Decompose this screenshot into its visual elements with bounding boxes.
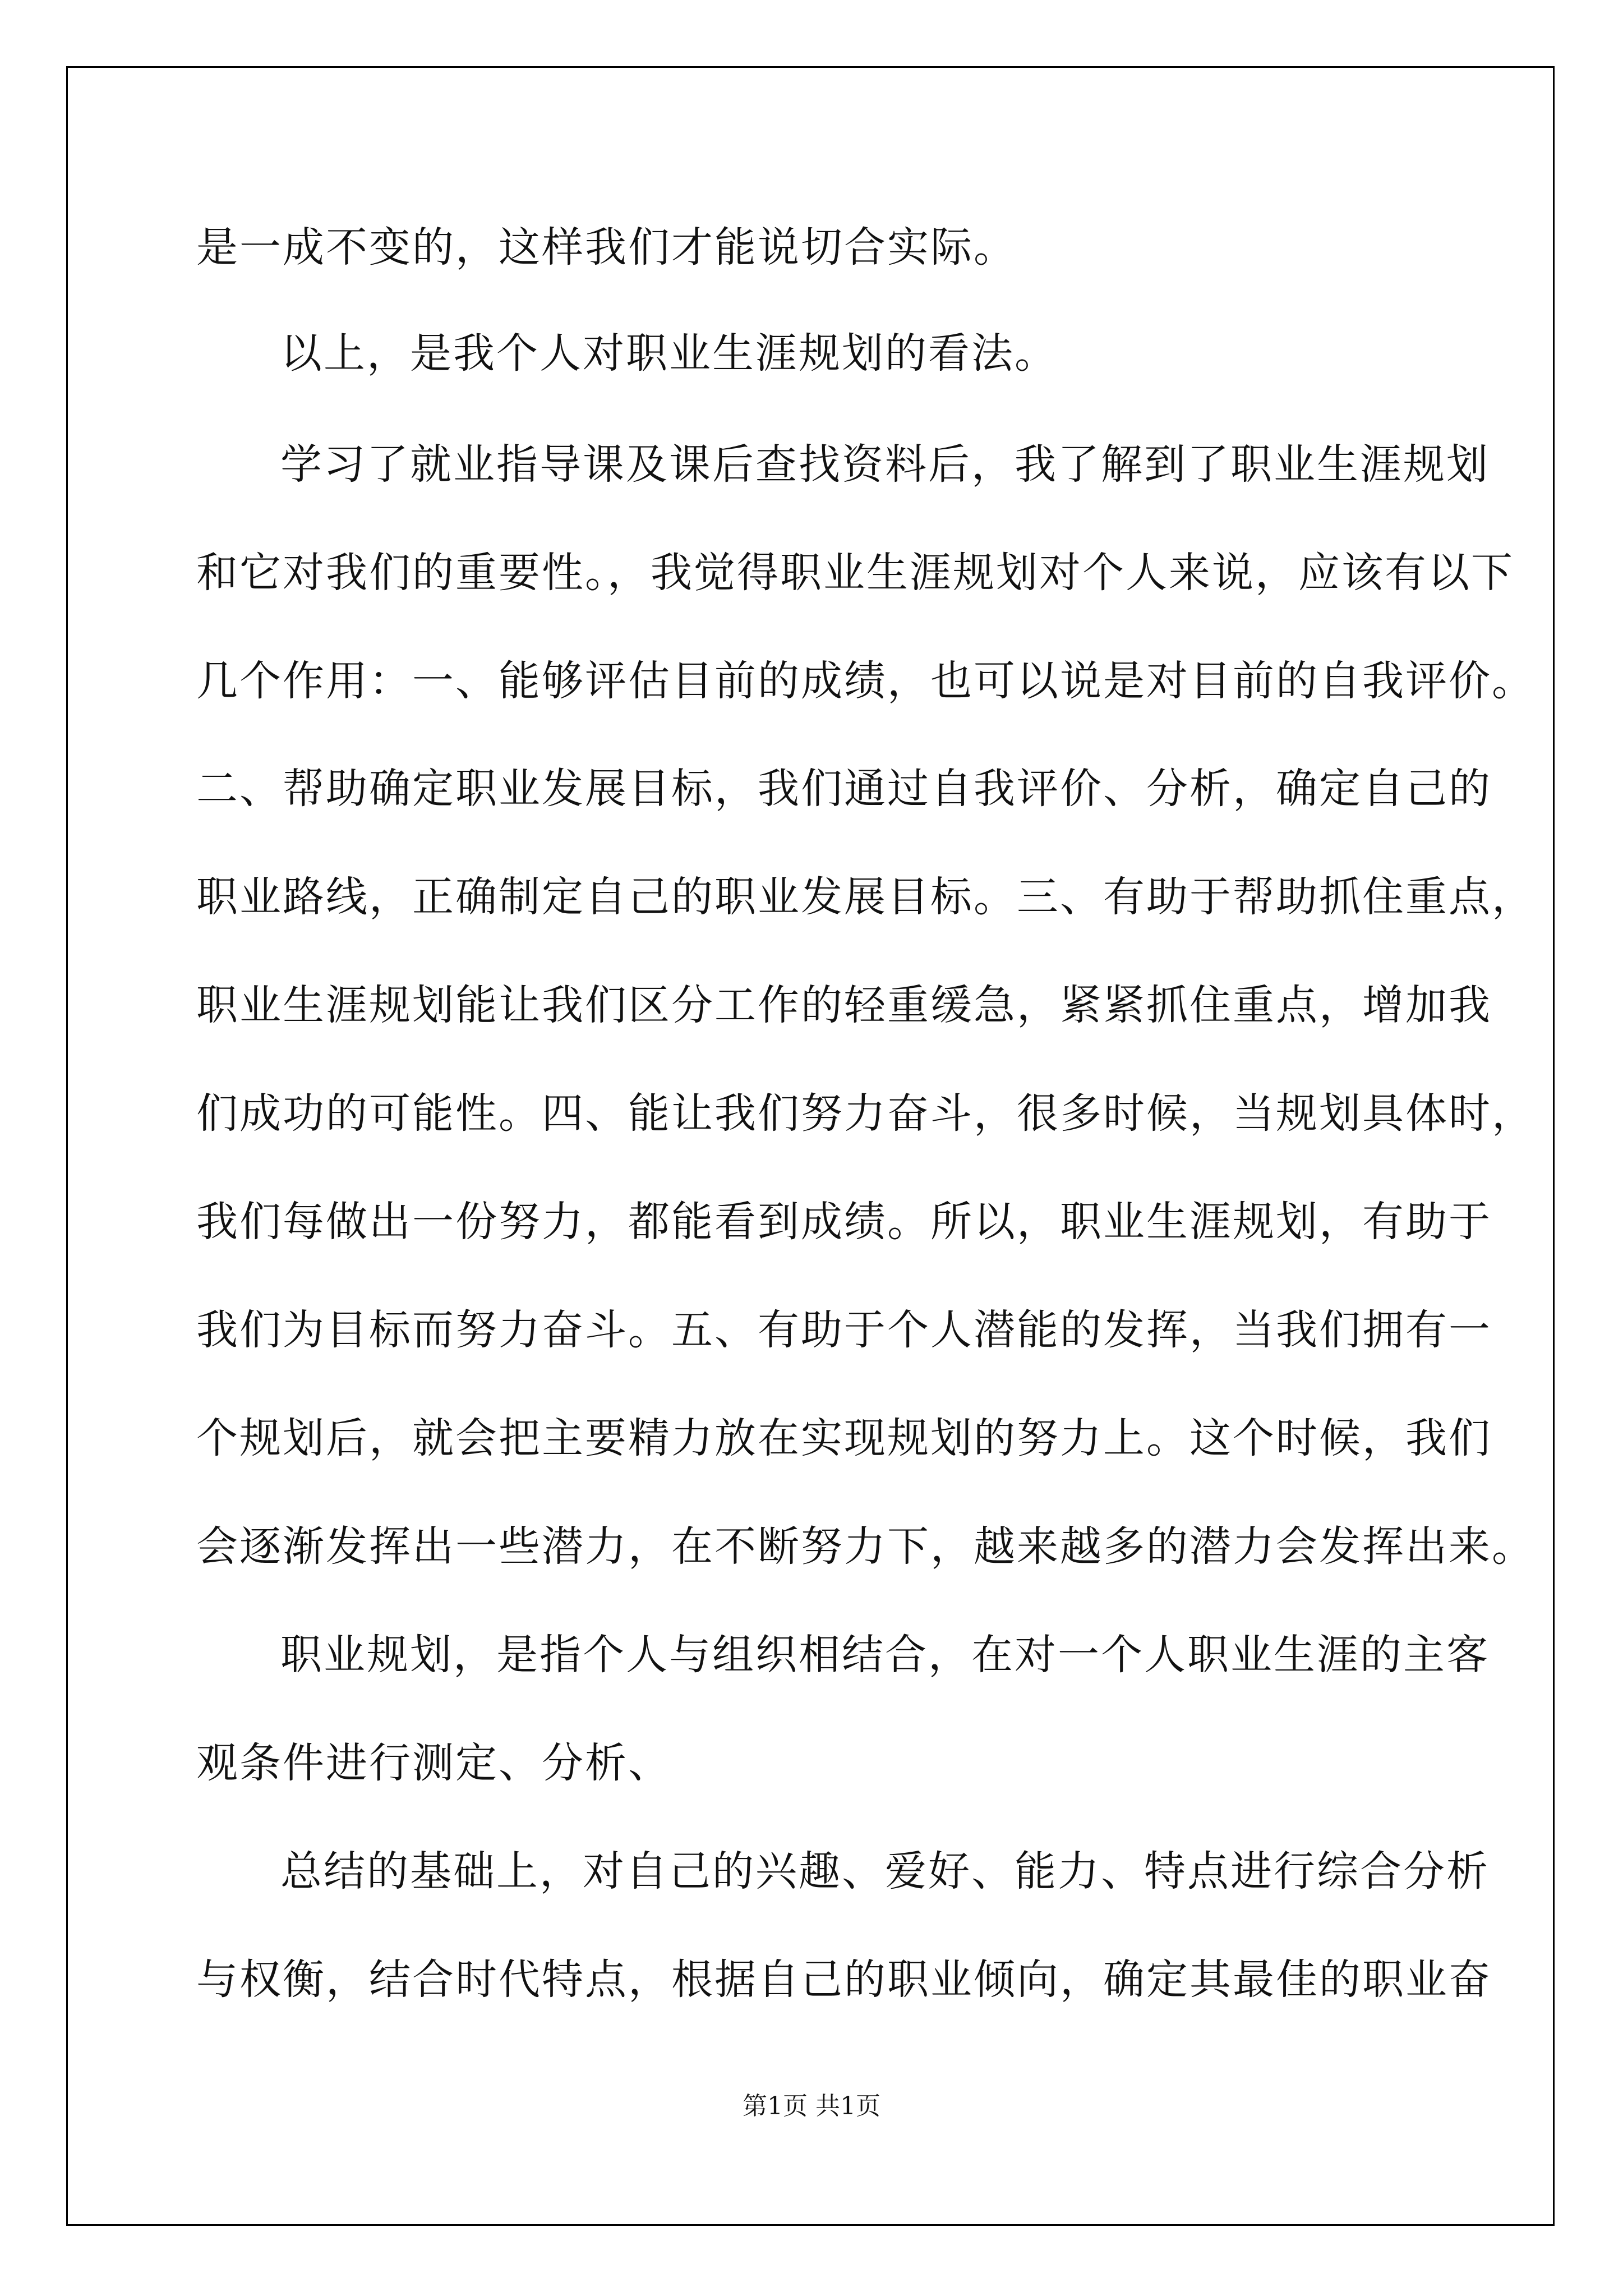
text-line-5: 几个作用：一、能够评估目前的成绩，也可以说是对目前的自我评价。 <box>196 657 1535 705</box>
text-line-10: 我们每做出一份努力，都能看到成绩。所以，职业生涯规划，有助于 <box>196 1198 1492 1246</box>
text-line-7: 职业路线，正确制定自己的职业发展目标。三、有助于帮助抓住重点， <box>196 873 1535 921</box>
text-line-1: 是一成不变的，这样我们才能说切合实际。 <box>196 223 1017 272</box>
page-border <box>66 66 1555 2226</box>
text-line-8: 职业生涯规划能让我们区分工作的轻重缓急，紧紧抓住重点，增加我 <box>196 981 1492 1029</box>
text-line-14: 职业规划，是指个人与组织相结合，在对一个人职业生涯的主客 <box>280 1631 1490 1679</box>
text-line-16: 总结的基础上，对自己的兴趣、爱好、能力、特点进行综合分析 <box>280 1847 1490 1895</box>
text-line-9: 们成功的可能性。四、能让我们努力奋斗，很多时候，当规划具体时， <box>196 1089 1535 1138</box>
page-footer: 第1页 共1页 <box>743 2092 880 2120</box>
text-line-12: 个规划后，就会把主要精力放在实现规划的努力上。这个时候，我们 <box>196 1414 1492 1462</box>
text-line-6: 二、帮助确定职业发展目标，我们通过自我评价、分析，确定自己的 <box>196 765 1492 813</box>
text-line-3: 学习了就业指导课及课后查找资料后，我了解到了职业生涯规划 <box>280 440 1490 489</box>
text-line-13: 会逐渐发挥出一些潜力，在不断努力下，越来越多的潜力会发挥出来。 <box>196 1522 1535 1571</box>
text-line-2: 以上，是我个人对职业生涯规划的看法。 <box>280 329 1058 378</box>
text-line-15: 观条件进行测定、分析、 <box>196 1739 671 1787</box>
text-line-17: 与权衡，结合时代特点，根据自己的职业倾向，确定其最佳的职业奋 <box>196 1955 1492 2004</box>
text-line-11: 我们为目标而努力奋斗。五、有助于个人潜能的发挥，当我们拥有一 <box>196 1306 1492 1354</box>
text-line-4: 和它对我们的重要性。，我觉得职业生涯规划对个人来说，应该有以下 <box>196 549 1514 597</box>
